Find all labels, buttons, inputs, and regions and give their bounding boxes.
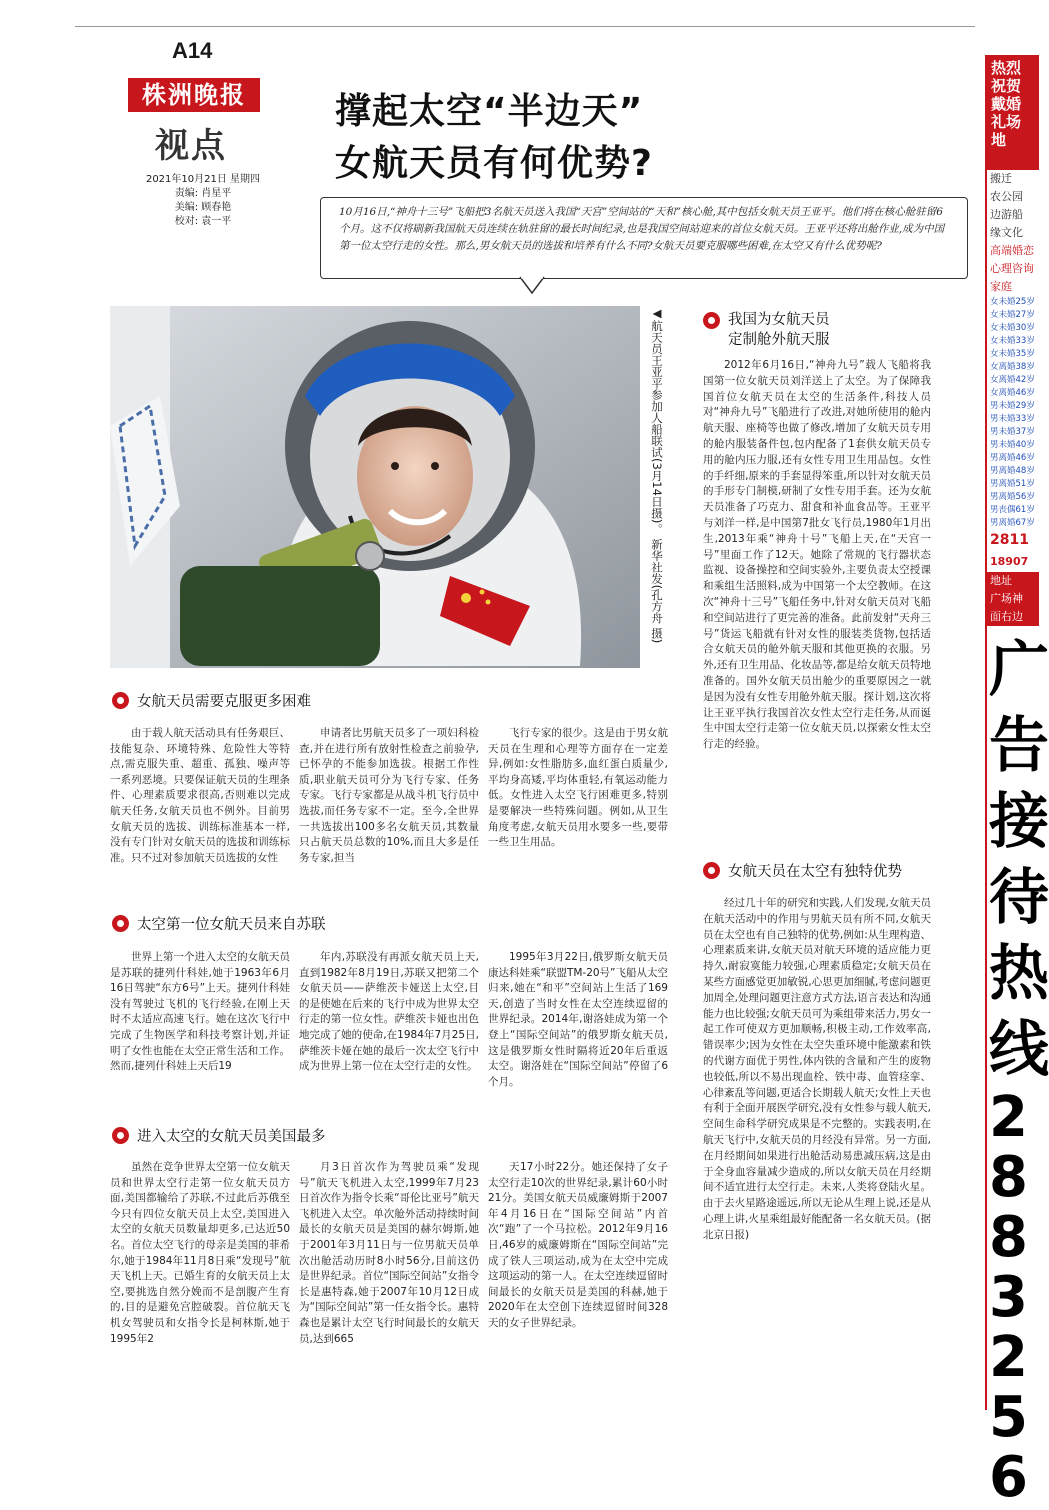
section-2-heading xyxy=(112,913,326,934)
ad-list-item: 男离婚51岁 xyxy=(990,479,1035,489)
ad-line: 农公园 xyxy=(990,190,1023,203)
page-number: A14 xyxy=(172,38,213,63)
ad-line: 边游船 xyxy=(990,208,1023,221)
ad-big-char: 线 xyxy=(989,1015,1049,1085)
ad-phone-1: 2811 xyxy=(990,532,1029,548)
section-1-col-2 xyxy=(299,726,479,898)
section-1-heading xyxy=(112,690,311,711)
bullet-icon xyxy=(112,1127,129,1144)
ad-big-char: 热 xyxy=(989,939,1049,1009)
ad-list-item: 女离婚38岁 xyxy=(990,362,1035,372)
section-4-body xyxy=(703,358,931,846)
section-4-title xyxy=(728,310,830,350)
ad-list-item: 女离婚42岁 xyxy=(990,375,1035,385)
credits xyxy=(128,173,278,229)
issue-date: 2021年10月21日 星期四 xyxy=(145,174,261,185)
astronaut-photo xyxy=(110,306,640,668)
ad-big-char: 2 xyxy=(989,1085,1028,1150)
paragraph: 申请者比男航天员多了一项妇科检查,并在进行所有放射性检查之前验孕,已怀孕的不能参加选拔。根据工作性质,职业航天员可分为飞行专家、任务专家。飞行专家都是从战斗机飞行员中选拔,而任务专家不一定。至今,全世界一共选拔出100多名女航天员,其数量只占航天员总数的10%,而且大多是任务专家,担当 xyxy=(299,727,479,864)
paragraph: 由于载人航天活动具有任务艰巨、技能复杂、环境特殊、危险性大等特点,需克服失重、超重、孤独、噪声等一系列恶境。只要保证航天员的生理条件、心理素质要求很高,否则难以完成航天任务,女航天员也不例外。目前男女航天员的选拔、训练标准基本一样,没有专门针对女航天员的选拔和训练标准。只不过对参加航天员选拔的女性 xyxy=(110,727,290,864)
ad-list-item: 男未婚37岁 xyxy=(990,427,1035,437)
section-4-title-line-2: 定制舱外航天服 xyxy=(728,332,830,348)
ad-list-item: 女未婚27岁 xyxy=(990,310,1035,320)
paragraph: 2012年6月16日,“神舟九号”载人飞船将我国第一位女航天员刘洋送上了太空。为了保障我国首位女航天员在太空的生活条件,科技人员对“神舟九号”飞船进行了改进,对她所使用的舱内航天服、座椅等也做了修改,增加了女航天员专用的舱内服装备件包,包内配备了1套供女航天员专用的舱内压力服,还有女性专用卫生用品包。女性的手纤细,原来的手套显得笨重,所以针对女航天员的手形专门制模,研制了女性专用手套。还为女航天员准备了巧克力、甜食和补血食品等。王亚平与刘洋一样,是中国第7批女飞行员,1980年1月出生,2013年乘“神舟十号”飞船上天,在“天宫一号”里面工作了12天。她除了常规的飞行器状态监视、设备操控和空间实验外,主要负责太空授课和乘组生活照料,成为中国第一个太空教师。在这次“神舟十三号”飞船任务中,针对女航天员对飞船和空间站进行了更完善的准备。此前发射“天舟三号”货运飞船就有针对女性的服装类货物,包括适合女航天员的舱外航天服和其他更换的衣服。另外,还有卫生用品、化妆品等,都是给女航天员特地准备的。国外女航天员出舱少的重要原因之一就是因为没有女性专用舱外航天服。探计划,这次将让王亚平执行我国首次女性太空行走任务,从而诞生中国太空行走第一位女航天员,以探索女性太空行走的经验。 xyxy=(703,359,931,751)
ad-list-item: 男丧偶61岁 xyxy=(990,505,1035,515)
ad-list-item: 女未婚30岁 xyxy=(990,323,1035,333)
headline-line-2: 女航天员有何优势? xyxy=(335,143,653,184)
paragraph: 1995年3月22日,俄罗斯女航天员康达科娃乘“联盟TM-20号”飞船从太空归来,她在“和平”空间站上生活了169天,创造了当时女性在太空连续逗留的世界纪录。2014年,谢洛娃成为第一个登上“国际空间站”的俄罗斯女航天员,这是俄罗斯女性时隔将近20年后重返太空。谢洛娃在“国际空间站”停留了6个月。 xyxy=(488,951,669,1088)
ad-strip xyxy=(985,55,1049,1510)
section-name: 视点 xyxy=(155,126,227,166)
ad-big-char: 8 xyxy=(989,1205,1028,1270)
section-1-col-1 xyxy=(110,726,290,898)
section-1-col-3 xyxy=(488,726,668,898)
speech-bubble-tail xyxy=(520,277,544,293)
ad-address-line: 地址 xyxy=(987,572,1039,590)
ad-big-char: 待 xyxy=(989,863,1049,933)
ad-big-char: 广 xyxy=(989,635,1049,705)
editor-credit: 责编: 肖星平 xyxy=(174,188,232,199)
bullet-icon xyxy=(112,692,129,709)
ad-list-item: 男离婚46岁 xyxy=(990,453,1035,463)
section-2-col-3 xyxy=(488,950,668,1110)
paragraph: 月3日首次作为驾驶员乘“发现号”航天飞机进入太空,1999年7月23日首次作为指令长乘“哥伦比亚号”航天飞机进入太空。单次舱外活动持续时间最长的女航天员是美国的赫尔姆斯,她于2001年3月11日与一位男航天员单次出舱活动历时8小时56分,目前这仍是世界纪录。首位“国际空间站”女指令长是惠特森,她于2007年10月12日成为“国际空间站”第一任女指令长。惠特森也是累计太空飞行时间最长的女航天员,达到665 xyxy=(299,1161,479,1345)
lead-paragraph: 10月16日,“神舟十三号”飞船把3名航天员送入我国“天宫”空间站的“天和”核心舱,其中包括女航天员王亚平。他们将在核心舱驻留6个月。这不仅将刷新我国航天员连续在轨驻留的最长时间纪录,也是我国空间站迎来的首位女航天员。王亚平还将出舱作业,成为中国第一位太空行走的女性。那么,男女航天员的选拔和培养有什么不同?女航天员要克服哪些困难,在太空又有什么优势呢? xyxy=(320,197,968,279)
section-4-title-line-1: 我国为女航天员 xyxy=(728,312,830,328)
section-4-heading xyxy=(703,310,830,350)
ad-phone-2: 18907 xyxy=(990,555,1029,568)
ad-big-char: 2 xyxy=(989,1325,1028,1390)
bullet-icon xyxy=(112,915,129,932)
ad-big-char: 6 xyxy=(989,1445,1028,1510)
ad-line: 家庭 xyxy=(990,280,1012,293)
ad-header: 热烈祝贺戴婚礼场地 xyxy=(987,55,1039,170)
ad-line: 缘文化 xyxy=(990,226,1023,239)
section-2-col-2 xyxy=(299,950,479,1110)
section-2-title: 太空第一位女航天员来自苏联 xyxy=(137,917,326,933)
ad-big-char: 3 xyxy=(989,1265,1028,1330)
ad-big-text xyxy=(987,626,1049,1510)
designer-credit: 美编: 顾春艳 xyxy=(174,202,232,213)
headline-line-1: 撑起太空“半边天” xyxy=(335,91,644,132)
ad-list-item: 男未婚40岁 xyxy=(990,440,1035,450)
section-3-heading xyxy=(112,1125,326,1146)
section-3-col-1 xyxy=(110,1160,290,1408)
ad-big-char: 5 xyxy=(989,1385,1028,1450)
section-3-col-3 xyxy=(488,1160,668,1408)
ad-list-item: 男离婚67岁 xyxy=(990,518,1035,528)
paragraph: 世界上第一个进入太空的女航天员是苏联的捷列什科娃,她于1963年6月16日驾驶“东方6号”上天。捷列什科娃没有驾驶过飞机的飞行经验,在刚上天时不太适应高速飞行。她在这次飞行中完成了生物医学和科技考察计划,并证明了女性也能在太空正常生活和工作。然而,捷列什科娃上天后19 xyxy=(110,951,290,1073)
newspaper-logo: 株洲晚报 xyxy=(128,78,260,112)
ad-list-item: 男未婚33岁 xyxy=(990,414,1035,424)
section-5-heading xyxy=(703,860,902,881)
ad-big-char: 接 xyxy=(989,787,1049,857)
section-2-col-1 xyxy=(110,950,290,1110)
ad-list-item: 男离婚48岁 xyxy=(990,466,1035,476)
section-3-title: 进入太空的女航天员美国最多 xyxy=(137,1129,326,1145)
ad-list-item: 男离婚56岁 xyxy=(990,492,1035,502)
ad-line: 搬迁 xyxy=(990,172,1012,185)
paragraph: 飞行专家的很少。这是由于男女航天员在生理和心理等方面存在一定差异,例如:女性脂肪多,血红蛋白质量少,平均身高矮,平均体重轻,有氧运动能力低。女性进入太空飞行困难更多,特别是要解决一些特殊问题。例如,从卫生角度考虑,女航天员用水要多一些,要带一些卫生用品。 xyxy=(488,727,668,849)
proofreader-credit: 校对: 袁一平 xyxy=(174,216,232,227)
headline xyxy=(335,86,653,190)
ad-big-char: 告 xyxy=(989,711,1049,781)
bullet-icon xyxy=(703,312,720,329)
ad-list-item: 女未婚25岁 xyxy=(990,297,1035,307)
ad-list-item: 女未婚33岁 xyxy=(990,336,1035,346)
ad-address-line: 广场神 xyxy=(987,590,1039,608)
ad-big-char: 8 xyxy=(989,1145,1028,1210)
bullet-icon xyxy=(703,862,720,879)
paragraph: 天17小时22分。她还保持了女子太空行走10次的世界纪录,累计60小时21分。美国女航天员威廉姆斯于2007年4月16日在“国际空间站”内首次“跑”了一个马拉松。2012年9月16日,46岁的威廉姆斯在“国际空间站”完成了铁人三项运动,成为在太空中完成这项运动的第一人。在太空连续逗留时间最长的女航天员是美国的科赫,她于2020年在太空创下连续逗留时间328天的女子世界纪录。 xyxy=(488,1161,668,1329)
section-5-body xyxy=(703,896,931,1408)
paragraph: 经过几十年的研究和实践,人们发现,女航天员在航天活动中的作用与男航天员有所不同,女航天员在太空也有自己独特的优势,例如:从生理构造、心理素质来讲,女航天员对航天环境的适应能力更持久,耐寂寞能力较强,心理素质稳定;女航天员在某些方面感觉更加敏锐,心思更加细腻,考虑问题更加周全,处理问题更注意方式方法,语言表达和沟通能力也比较强;女航天员可为乘组带来活力,男女一起工作可使双方更加顺畅,积极主动,工作效率高,错误率少;因为女性在太空失重环境中能激素和铁的代谢方面优于男性,体内铁的含量和产生的废物也较低,所以不易出现血栓、铁中毒、血管痉挛、心律紊乱等问题,更适合长期载人航天;女性上天也有利于全面开展医学研究,没有女性参与载人航天,空间生命科学研究成果是不完整的。实践表明,在航天飞行中,女航天员的月经没有异常。另一方面,在月经期间如果进行出舱活动易患减压病,这是由于全身血容量减少造成的,所以女航天员在月经期间不适宜进行太空行走。未来,人类将登陆火星。由于去火星路途遥远,所以无论从生理上说,还是从心理上讲,火星乘组最好能配备一名女航天员。(据北京日报) xyxy=(703,897,931,1241)
section-5-title: 女航天员在太空有独特优势 xyxy=(728,864,902,880)
ad-list-item: 女离婚46岁 xyxy=(990,388,1035,398)
section-3-col-2 xyxy=(299,1160,479,1408)
ad-line: 高端婚恋 xyxy=(990,244,1034,257)
ad-list-item: 男未婚29岁 xyxy=(990,401,1035,411)
paragraph: 年内,苏联没有再派女航天员上天,直到1982年8月19日,苏联又把第二个女航天员——萨维茨卡娅送上太空,目的是使她在后来的飞行中成为世界太空行走的第一位女性。萨维茨卡娅也出色地完成了她的使命,在1984年7月25日,萨维茨卡娅在她的最后一次太空飞行中成为世界上第一位在太空行走的女性。 xyxy=(299,951,479,1073)
top-rule xyxy=(75,26,975,27)
ad-address-line: 面右边 xyxy=(987,608,1039,626)
ad-line: 心理咨询 xyxy=(990,262,1034,275)
section-1-title: 女航天员需要克服更多困难 xyxy=(137,694,311,710)
ad-list-item: 女未婚35岁 xyxy=(990,349,1035,359)
photo-caption: ◀航天员王亚平参加人船联试(3月14日摄)。 新华社发(孔方舟 摄) xyxy=(650,306,664,644)
paragraph: 虽然在竞争世界太空第一位女航天员和世界太空行走第一位女航天员方面,美国都输给了苏联,不过此后苏俄至今只有四位女航天员上太空,美国进入太空的女航天员数量却更多,已达近50名。首位太空飞行的母亲是美国的菲希尔,她于1984年11月8日乘“发现号”航天飞机上天。已婚生育的女航天员上太空,要挑选自然分娩而不是剖腹产生育的,目的是避免宫腔破裂。首位航天飞机女驾驶员和女指令长是柯林斯,她于1995年2 xyxy=(110,1161,290,1345)
